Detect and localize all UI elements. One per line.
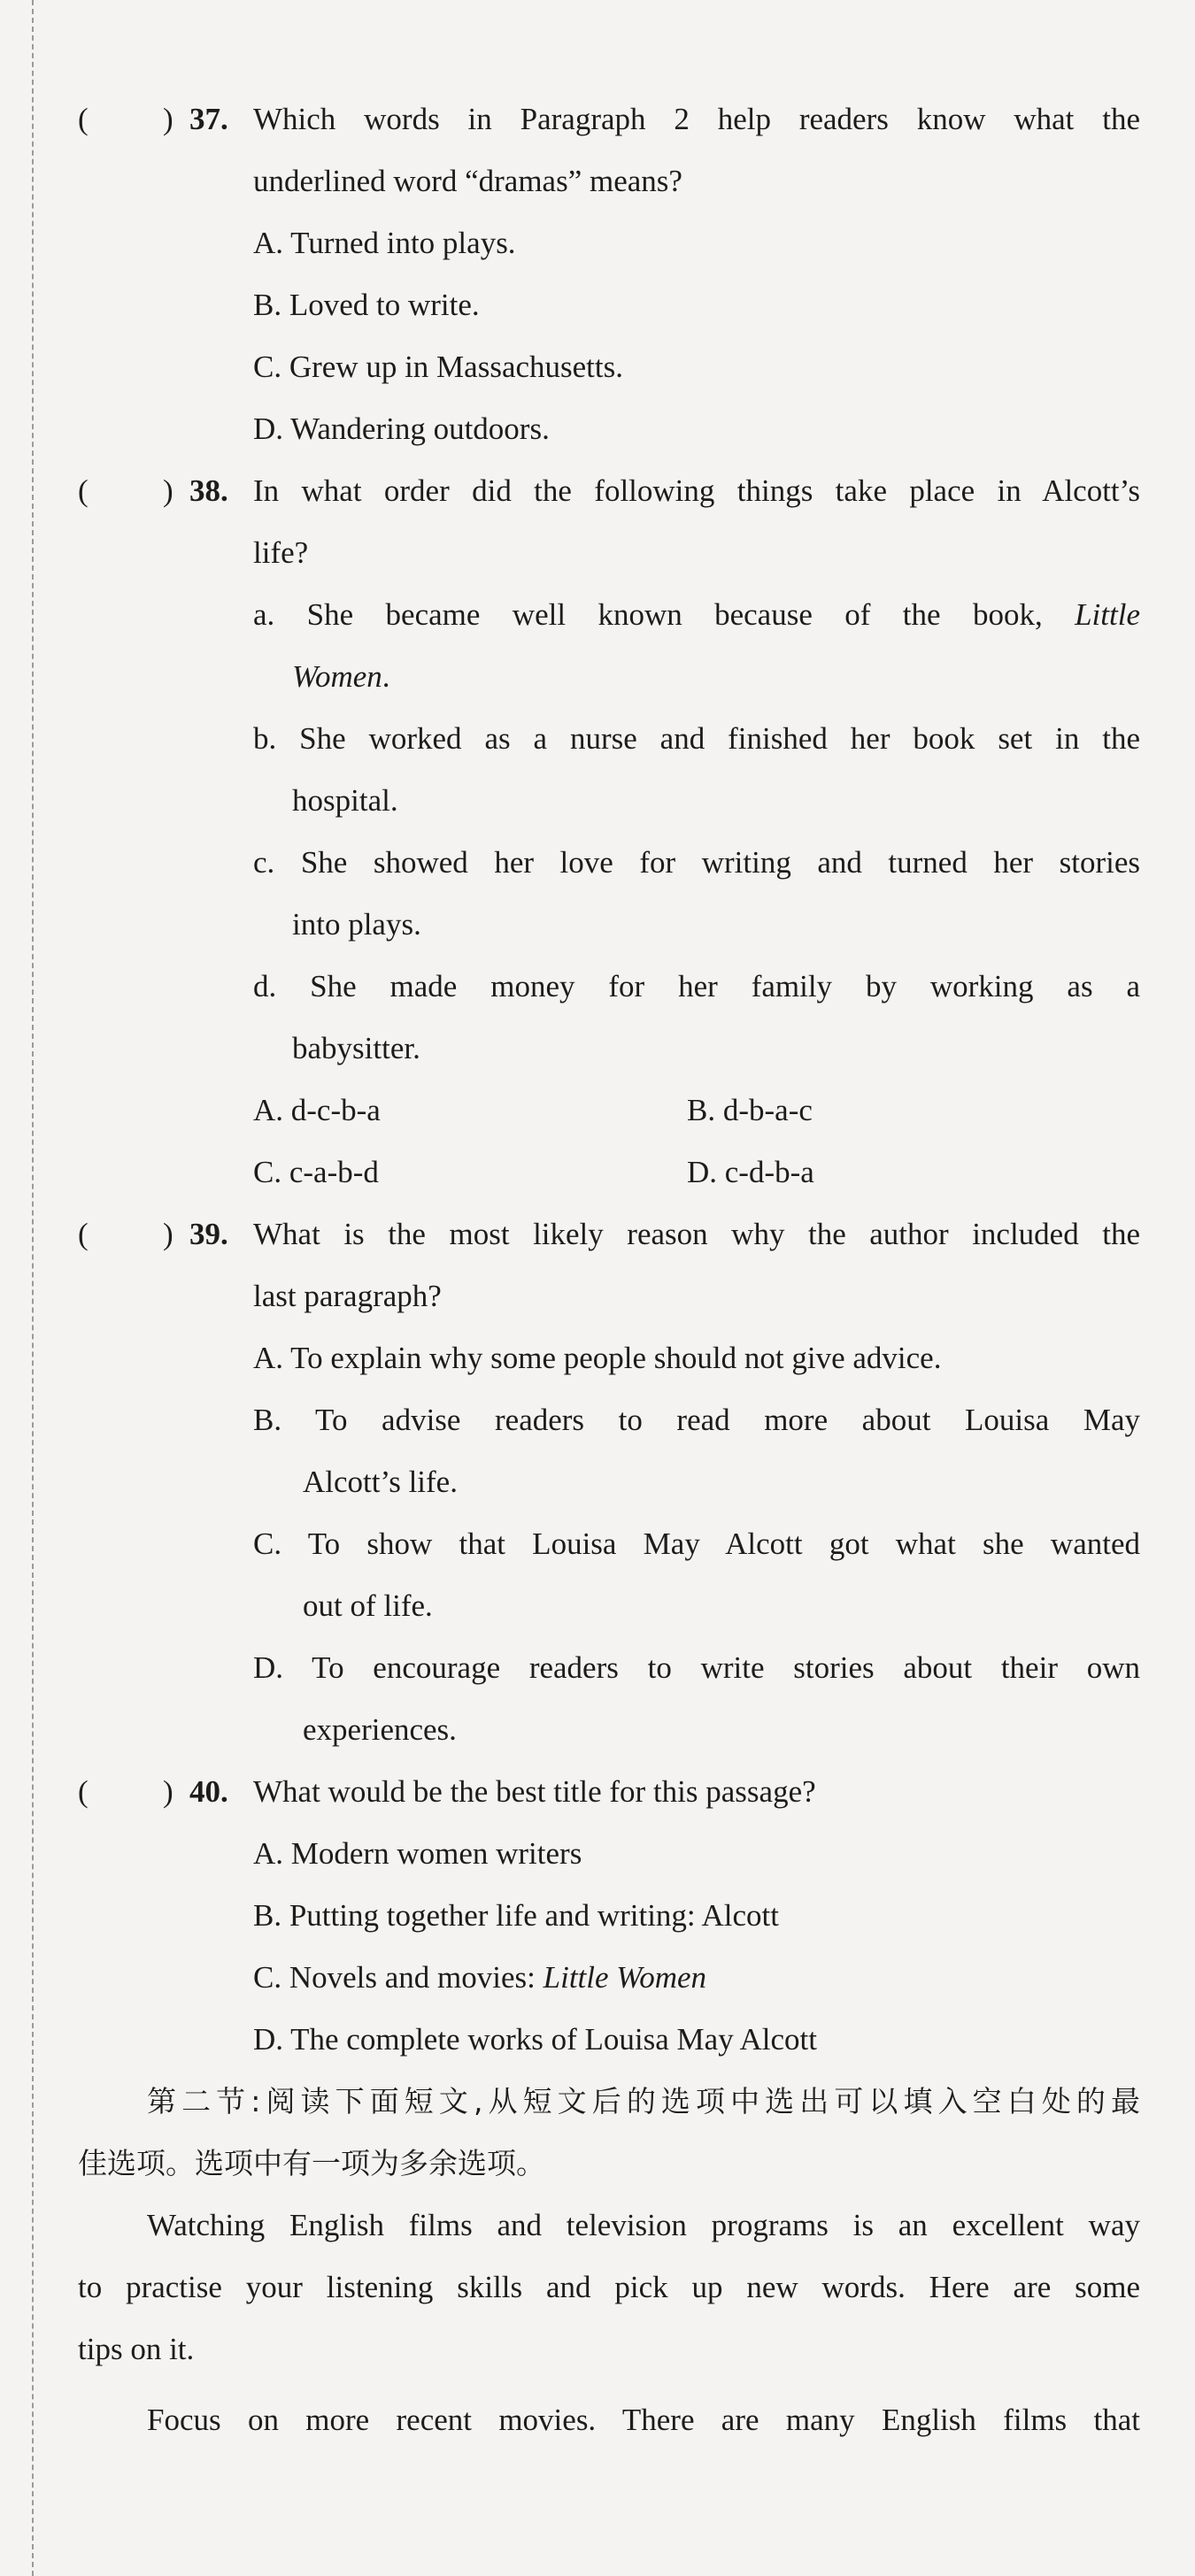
- option-c-book-title: Little Women: [543, 1960, 707, 1995]
- question-39-text-line-2: last paragraph?: [253, 1279, 442, 1313]
- answer-paren-open-39: (: [78, 1217, 89, 1251]
- section-2-instruction-line-2: 佳选项。选项中有一项为多余选项。: [78, 2146, 545, 2180]
- question-38-event-d-line-2: babysitter.: [292, 1031, 420, 1065]
- question-38-text-line-2: life?: [253, 535, 309, 570]
- question-38-option-a: A. d-c-b-a: [253, 1093, 381, 1127]
- question-38-option-b: B. d-b-a-c: [687, 1093, 813, 1127]
- question-38-option-c: C. c-a-b-d: [253, 1155, 379, 1189]
- question-37-option-c: C. Grew up in Massachusetts.: [253, 350, 624, 384]
- event-a-book-title-part-1: Little: [1075, 597, 1140, 632]
- section-2-instruction-line-1: 第二节:阅读下面短文,从短文后的选项中选出可以填入空白处的最: [147, 2084, 1140, 2118]
- question-37-text-line-1: Which words in Paragraph 2 help readers know what the: [253, 102, 1140, 136]
- page-left-dashed-border: [32, 0, 34, 2576]
- event-a-period: .: [382, 659, 390, 694]
- question-38-text-line-1: In what order did the following things take place in Alcott’s: [253, 473, 1140, 508]
- answer-paren-open-37: (: [78, 102, 89, 136]
- question-38-event-a-line-1: [253, 596, 1140, 634]
- question-40-option-c: [253, 1958, 706, 1997]
- question-39-option-a: A. To explain why some people should not give advice.: [253, 1341, 942, 1375]
- question-38-event-d-line-1: d. She made money for her family by working as a: [253, 969, 1140, 1003]
- answer-paren-close-40: ): [163, 1774, 173, 1809]
- event-a-book-title-part-2: Women: [292, 659, 382, 694]
- question-37-option-b: B. Loved to write.: [253, 288, 480, 322]
- question-39-option-b-line-1: B. To advise readers to read more about Louisa May: [253, 1403, 1140, 1437]
- answer-paren-close-39: ): [163, 1217, 173, 1251]
- passage-paragraph-1-line-3: tips on it.: [78, 2332, 195, 2366]
- answer-paren-open-38: (: [78, 473, 89, 508]
- question-40-option-d: D. The complete works of Louisa May Alcott: [253, 2022, 818, 2057]
- question-37-option-d: D. Wandering outdoors.: [253, 411, 550, 446]
- question-39-option-c-line-1: C. To show that Louisa May Alcott got what she wanted: [253, 1526, 1140, 1561]
- question-38-event-b-line-1: b. She worked as a nurse and finished her book set in the: [253, 721, 1140, 756]
- question-39-option-d-line-1: D. To encourage readers to write stories about their own: [253, 1650, 1140, 1685]
- question-40-option-b: B. Putting together life and writing: Alcott: [253, 1898, 779, 1933]
- question-39-option-b-line-2: Alcott’s life.: [303, 1465, 458, 1499]
- question-40-option-a: A. Modern women writers: [253, 1836, 582, 1871]
- event-a-text: a. She became well known because of the book,: [253, 597, 1043, 632]
- question-38-event-c-line-1: c. She showed her love for writing and turned her stories: [253, 845, 1140, 880]
- question-39-option-c-line-2: out of life.: [303, 1588, 433, 1623]
- question-38-event-a-line-2: [292, 657, 390, 696]
- answer-paren-close-38: ): [163, 473, 173, 508]
- question-39-option-d-line-2: experiences.: [303, 1712, 457, 1747]
- answer-paren-close-37: ): [163, 102, 173, 136]
- passage-paragraph-1-line-2: to practise your listening skills and pick up new words. Here are some: [78, 2270, 1140, 2304]
- question-number-40: 40.: [189, 1774, 228, 1809]
- question-37-option-a: A. Turned into plays.: [253, 226, 516, 260]
- question-number-38: 38.: [189, 473, 228, 508]
- question-38-event-c-line-2: into plays.: [292, 907, 421, 942]
- question-37-text-line-2: underlined word “dramas” means?: [253, 164, 682, 198]
- passage-paragraph-2-line-1: Focus on more recent movies. There are many English films that: [147, 2403, 1140, 2437]
- passage-paragraph-1-line-1: Watching English films and television programs is an excellent way: [147, 2208, 1140, 2242]
- question-39-text-line-1: What is the most likely reason why the author included the: [253, 1217, 1140, 1251]
- question-40-text-line-1: What would be the best title for this passage?: [253, 1774, 816, 1809]
- answer-paren-open-40: (: [78, 1774, 89, 1809]
- question-38-option-d: D. c-d-b-a: [687, 1155, 814, 1189]
- question-number-39: 39.: [189, 1217, 228, 1251]
- question-38-event-b-line-2: hospital.: [292, 783, 398, 818]
- question-number-37: 37.: [189, 102, 228, 136]
- option-c-prefix: C. Novels and movies:: [253, 1960, 536, 1995]
